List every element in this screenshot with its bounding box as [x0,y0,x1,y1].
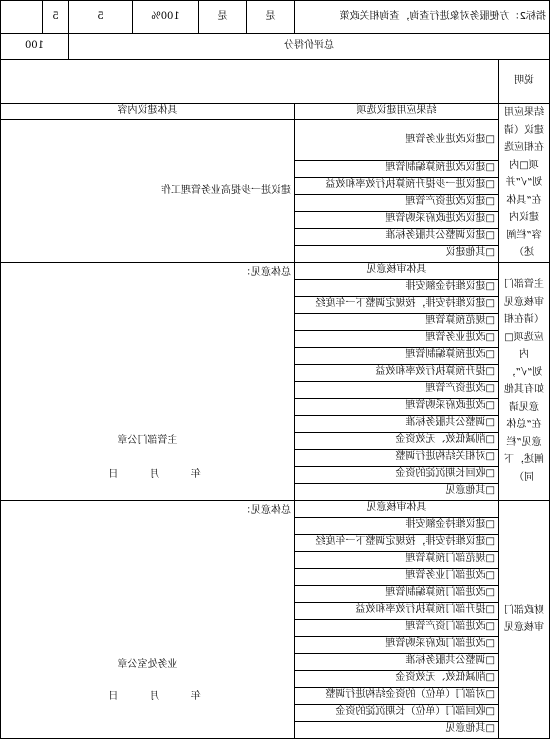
description-label: 说明 [499,60,550,104]
dept-review-option: 具体审核意见 [295,262,499,279]
indicator-weight: 5 [69,1,133,34]
finance-review-overall [1,500,295,738]
indicator-row [1,1,550,34]
indicator-score-label: 是 [247,1,295,34]
finance-review-option[interactable]: □改进部门政府采购管理 [295,636,499,653]
dept-review-option[interactable]: □调整公共服务标准 [295,415,499,432]
finance-review-option[interactable]: □规范部门预算管理 [295,551,499,568]
dept-review-option[interactable]: □提升预算执行效率和效益 [295,364,499,381]
indicator-percent: 100% [133,1,199,34]
description-row [1,60,550,104]
finance-review-option[interactable]: □改进部门资产管理 [295,619,499,636]
suggestions-content: 建议进一步提高业务管理工作 [1,120,295,263]
dept-date: 年 月 日 [94,468,201,480]
dept-review-option[interactable]: □削减低效、无效资金 [295,432,499,449]
indicator-score: 5 [43,1,69,34]
finance-review-option[interactable]: □削减低效、无效资金 [295,670,499,687]
total-row [1,34,550,60]
finance-review-option[interactable]: □改进部门预算编制管理 [295,585,499,602]
finance-review-option[interactable]: □调整公共服务标准 [295,653,499,670]
dept-overall-label: 总体意见： [241,266,291,278]
dept-signature: 主管部门公章 [117,434,178,446]
finance-review-option[interactable]: □收回部门（单位）长期沉淀的资金 [295,704,499,721]
finance-signature: 业务处室公章 [117,658,178,670]
dept-review-option[interactable]: □收回长期沉淀的资金 [295,466,499,483]
finance-review-row [1,500,550,517]
finance-review-option: 具体审核意见 [295,500,499,517]
suggestion-option[interactable]: □建议进一步提升预算执行效率和效益 [295,177,499,194]
suggestions-col-header-left: 结果应用建议选项 [295,104,499,120]
suggestion-option[interactable]: □建议改进政府采购管理 [295,211,499,228]
finance-review-option[interactable]: □建议维持安排，按规定调整下一年度经 [295,534,499,551]
finance-overall-label: 总体意见： [241,504,291,516]
dept-review-option[interactable]: □建议维持金额安排 [295,279,499,296]
dept-review-option[interactable]: □其他意见 [295,483,499,500]
suggestion-option[interactable]: □建议改进预算编制管理 [295,160,499,177]
dept-review-overall [1,262,295,500]
indicator-score-value: 是 [199,1,247,34]
dept-review-option[interactable]: □改进政府采购管理 [295,398,499,415]
suggestions-header-row [1,104,550,120]
dept-review-option[interactable]: □规范预算管理 [295,313,499,330]
finance-review-option[interactable]: □建议维持金额安排 [295,517,499,534]
dept-review-label: 主管部门审核意见（请在相应选项□内划“√”，如有其他意见请在“总体意见”栏阐述，下同） [499,262,550,500]
total-label: 总评价得分 [69,34,550,60]
suggestion-option[interactable]: □建议调整公共服务标准 [295,228,499,245]
suggestion-option[interactable]: □其他建议 [295,245,499,262]
suggestions-row-label: 结果应用建议（请在相应选项□内划“√”并在“具体建议内容”栏阐述） [499,104,550,263]
finance-review-option[interactable]: □其他意见 [295,721,499,738]
suggestions-option-row [1,120,550,161]
indicator-blank [1,1,43,34]
finance-review-label: 财政部门审核意见 [499,500,550,738]
dept-review-option[interactable]: □建议维持安排，按规定调整下一年度经 [295,296,499,313]
dept-review-option[interactable]: □改进预算编制管理 [295,347,499,364]
dept-review-option[interactable]: □改进业务管理 [295,330,499,347]
finance-review-option[interactable]: □对部门（单位）的资金结构进行调整 [295,687,499,704]
suggestion-option[interactable]: □建议改进业务管理 [295,120,499,161]
suggestion-option[interactable]: □建议改进资产管理 [295,194,499,211]
dept-review-option[interactable]: □对相关结构进行调整 [295,449,499,466]
finance-date: 年 月 日 [94,690,201,702]
description-value [1,60,499,104]
total-value: 100 [1,34,69,60]
suggestions-col-header-right: 具体建议内容 [1,104,295,120]
finance-review-option[interactable]: □改进部门业务管理 [295,568,499,585]
dept-review-row [1,262,550,279]
finance-review-option[interactable]: □提升部门预算执行效率和效益 [295,602,499,619]
dept-review-option[interactable]: □改进资产管理 [295,381,499,398]
indicator-label: 指标2：方便服务对象进行查询，查询相关政策 [295,1,550,34]
